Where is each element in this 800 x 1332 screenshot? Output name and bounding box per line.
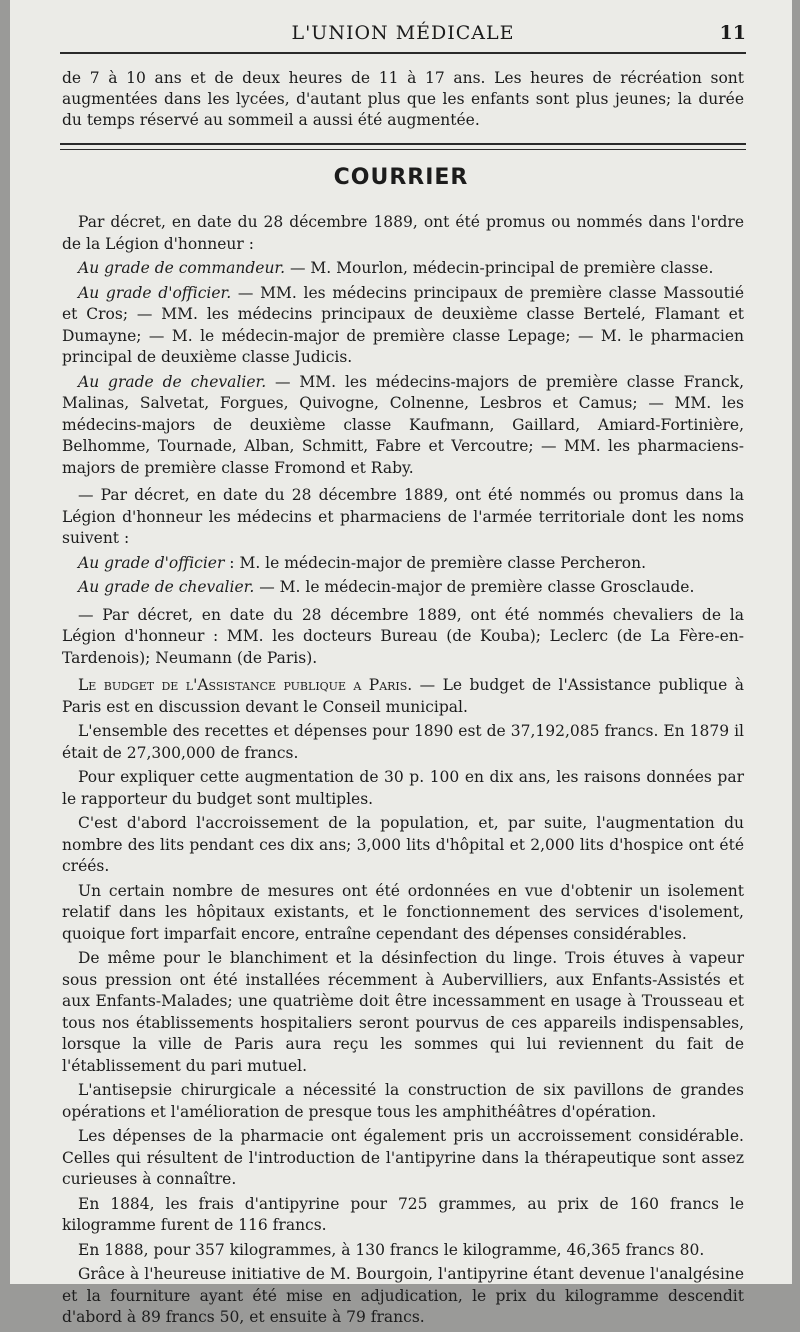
journal-page	[10, 0, 792, 1326]
paragraph: Pour expliquer cette augmentation de 30 p. 100 en dix ans, les raisons données par le rapporteur du budget sont multiples.	[62, 768, 744, 808]
paragraph-text: : M. le médecin-major de première classe Percheron.	[224, 553, 647, 572]
paragraph: Par décret, en date du 28 décembre 1889, ont été promus ou nommés dans l'ordre de la Légion d'honneur :	[62, 213, 744, 253]
paragraph	[62, 258, 744, 280]
paragraph: En 1888, pour 357 kilogrammes, à 130 francs le kilogramme, 46,365 francs 80.	[78, 1240, 705, 1259]
paragraph-text: — M. le médecin-major de première classe Grosclaude.	[254, 578, 695, 596]
grade-label: Au grade de chevalier.	[78, 578, 255, 596]
paragraph	[62, 553, 744, 575]
paragraph-text: — M. Mourlon, médecin-principal de première classe.	[285, 259, 714, 277]
paragraph	[62, 577, 744, 599]
running-title: L'UNION MÉDICALE	[291, 22, 515, 44]
running-head	[60, 20, 746, 50]
paragraph	[62, 675, 744, 718]
section-divider	[60, 143, 746, 150]
article-body	[62, 212, 744, 1332]
paragraph-text: — Le budget de l'Assistance publique à Paris est en discussion devant le Conseil municipal.	[62, 676, 744, 716]
paragraph-text: — MM. les médecins principaux de première classe Massoutié et Cros; — MM. les médecins principaux de deuxième classe Bertelé, Flamant et Dumayne; — M. le médecin-major de première classe Lepage; — M. le pharmacien principal de deuxième classe Judicis.	[62, 283, 744, 366]
paragraph: Un certain nombre de mesures ont été ordonnées en vue d'obtenir un isolement relatif dans les hôpitaux existants, et le fonctionnement des services d'isolement, quoique fort imparfait encore, entraîne cependant des dépenses considérables.	[62, 881, 744, 943]
page-number: 11	[719, 22, 746, 44]
paragraph: L'ensemble des recettes et dépenses pour 1890 est de 37,192,085 francs. En 1879 il était de 27,300,000 de francs.	[62, 722, 744, 762]
grade-label: Au grade de chevalier.	[78, 372, 267, 391]
paragraph: En 1884, les frais d'antipyrine pour 725 grammes, au prix de 160 francs le kilogramme furent de 116 francs.	[62, 1194, 744, 1234]
subsection-title: Le budget de l'Assistance publique a Paris.	[78, 676, 413, 694]
paragraph: Grâce à l'heureuse initiative de M. Bourgoin, l'antipyrine étant devenue l'analgésine et la fourniture ayant été mise en adjudication, le prix du kilogramme descendit d'abord à 89 francs 50, et ensuite à 79 francs.	[62, 1265, 744, 1326]
paragraph	[62, 372, 744, 480]
paragraph: L'antisepsie chirurgicale a nécessité la construction de six pavillons de grandes opérations et l'amélioration de presque tous les amphithéâtres d'opération.	[62, 1081, 744, 1121]
grade-label: Au grade d'officier.	[78, 283, 232, 302]
grade-label: Au grade d'officier	[78, 553, 225, 572]
lead-paragraph: de 7 à 10 ans et de deux heures de 11 à 17 ans. Les heures de récréation sont augmentées dans les lycées, d'autant plus que les enfants sont plus jeunes; la durée du temps réservé au sommeil a aussi été augmentée.	[62, 69, 744, 129]
section-title: COURRIER	[333, 165, 469, 190]
paragraph: C'est d'abord l'accroissement de la population, et, par suite, l'augmentation du nombre des lits pendant ces dix ans; 3,000 lits d'hôpital et 2,000 lits d'hospice ont été créés.	[62, 814, 744, 875]
grade-label: Au grade de commandeur.	[78, 259, 286, 277]
paragraph: Les dépenses de la pharmacie ont également pris un accroissement considérable. Celles qui résultent de l'introduction de l'antipyrine dans la thérapeutique sont assez curieuses à connaître.	[62, 1127, 744, 1188]
paragraph	[62, 283, 744, 369]
paragraph-text: — MM. les médecins-majors de première classe Franck, Malinas, Salvetat, Forgues, Quivogne, Colnenne, Lesbros et Camus; — MM. les médecins-majors de deuxième classe Kaufmann, Gaillard, Amiard-Fortinière, Belhomme, Tournade, Alban, Schmitt, Fabre et Vercoutre; — MM. les pharmaciens-majors de première classe Fromond et Raby.	[62, 372, 744, 477]
paragraph: De même pour le blanchiment et la désinfection du linge. Trois étuves à vapeur sous pression ont été installées récemment à Aubervilliers, aux Enfants-Assistés et aux Enfants-Malades; une quatrième doit être incessamment en usage à Trousseau et tous nos établissements hospitaliers seront pourvus de ces appareils indispensables, lorsque la ville de Paris aura reçu les sommes qui lui reviennent du fait de l'établissement du pari mutuel.	[62, 949, 744, 1075]
paragraph: — Par décret, en date du 28 décembre 1889, ont été nommés ou promus dans la Légion d'honneur les médecins et pharmaciens de l'armée territoriale dont les noms suivent :	[62, 486, 744, 547]
header-rule	[60, 52, 746, 54]
paragraph: — Par décret, en date du 28 décembre 1889, ont été nommés chevaliers de la Légion d'honneur : MM. les docteurs Bureau (de Kouba); Leclerc (de La Fère-en-Tardenois); Neumann (de Paris).	[62, 605, 744, 667]
